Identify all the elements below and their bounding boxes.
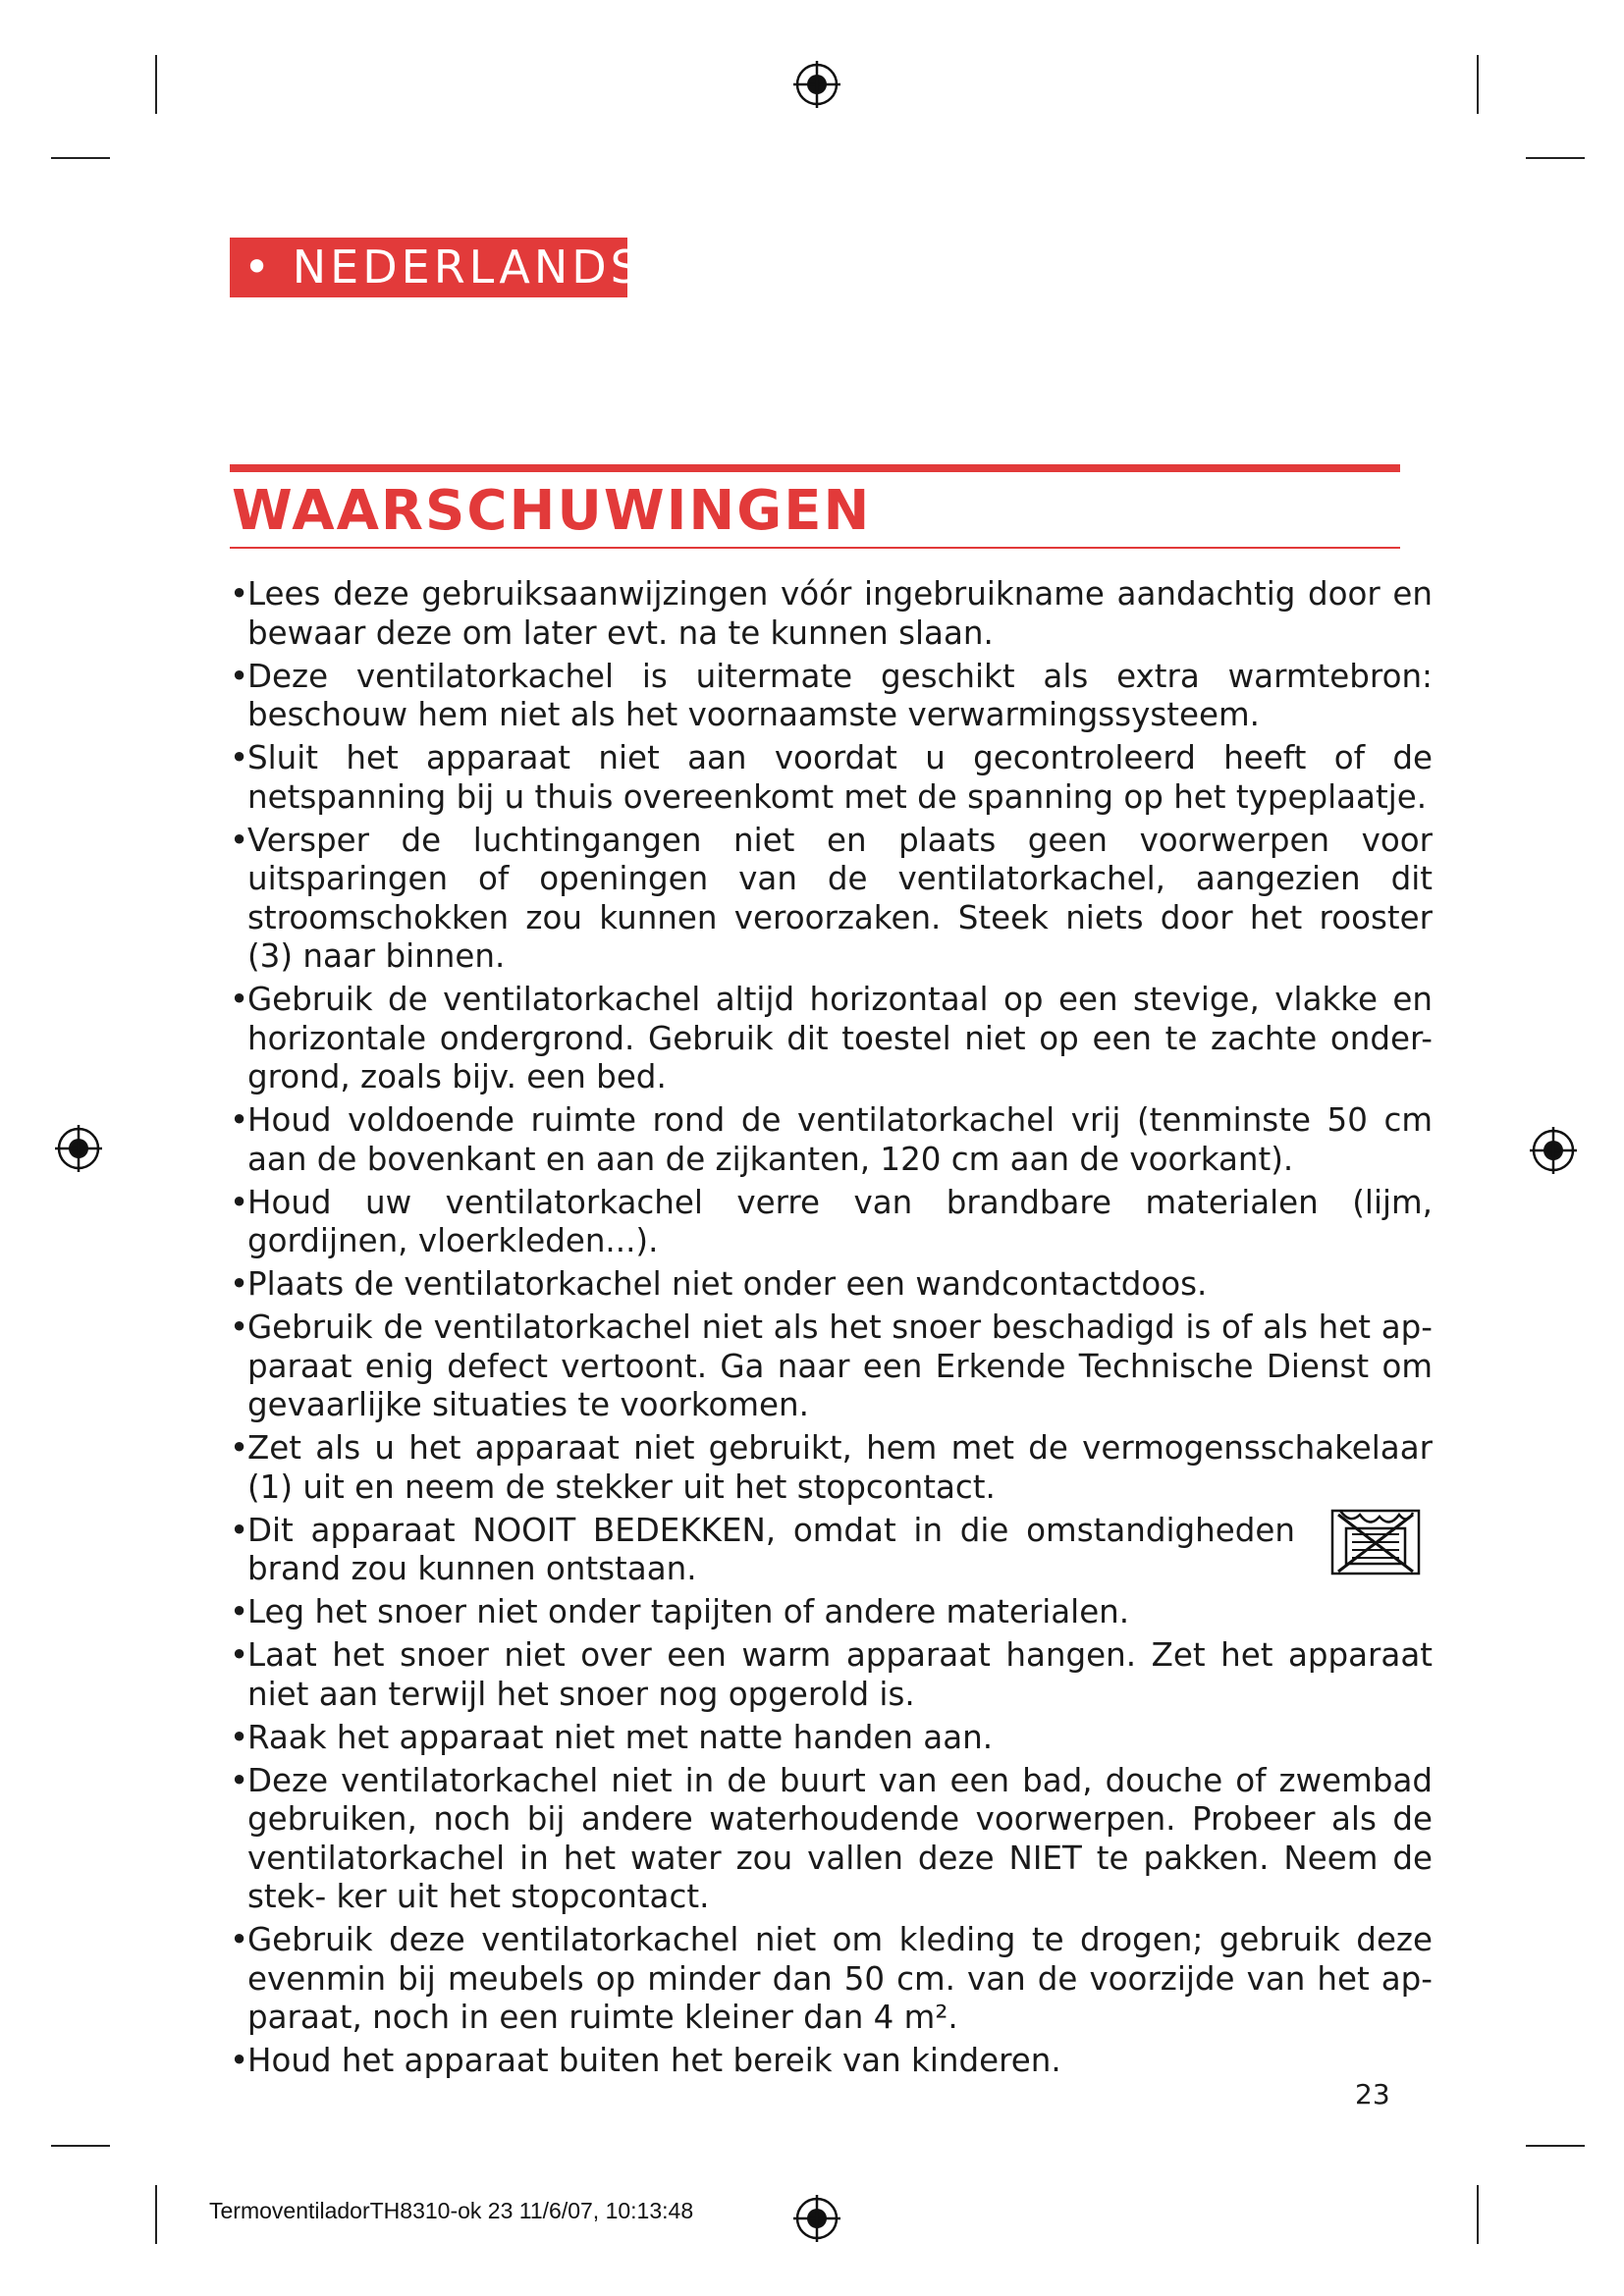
list-item: • Sluit het apparaat niet aan voordat u gecontroleerd heeft of de netspanning bij u thuis overeenkomt met de spanning op het typeplaatje. — [230, 739, 1433, 817]
list-item-text: Dit apparaat NOOIT BEDEKKEN, omdat in die omstandigheden brand zou kunnen ontstaan. — [247, 1511, 1295, 1587]
title-rule-top — [230, 464, 1400, 472]
registration-mark-icon — [791, 59, 842, 110]
crop-mark-left-top — [51, 157, 110, 159]
list-item: • Houd voldoende ruimte rond de ventilatorkachel vrij (tenminste 50 cm aan de bovenkant en aan de zijkanten, 120 cm aan de voorkant). — [230, 1101, 1433, 1179]
crop-mark-bottom-left — [155, 2185, 157, 2244]
list-item: • Gebruik deze ventilatorkachel niet om kleding te drogen; gebruik deze evenmin bij meubels op minder dan 50 cm. van de voorzijde van het ap- paraat, noch in een ruimte kleiner dan 4 m². — [230, 1921, 1433, 2038]
list-item: • Gebruik de ventilatorkachel niet als het snoer beschadigd is of als het ap- paraat enig defect vertoont. Ga naar een Erkende Technische Dienst om gevaarlijke situaties te voorkomen. — [230, 1308, 1433, 1425]
registration-mark-icon — [1528, 1125, 1579, 1176]
crop-mark-top-left — [155, 55, 157, 114]
crop-mark-bottom-right — [1477, 2185, 1479, 2244]
list-item: • Laat het snoer niet over een warm apparaat hangen. Zet het apparaat niet aan terwijl het snoer nog opgerold is. — [230, 1636, 1433, 1714]
list-item: • Gebruik de ventilatorkachel altijd horizontaal op een stevige, vlakke en horizontale ondergrond. Gebruik dit toestel niet op een te zachte onder- grond, zoals bijv. een bed. — [230, 981, 1433, 1097]
crop-mark-right-bottom — [1526, 2145, 1585, 2147]
crop-mark-top-right — [1477, 55, 1479, 114]
list-item: • Lees deze gebruiksaanwijzingen vóór ingebruikname aandachtig door en bewaar deze om later evt. na te kunnen slaan. — [230, 575, 1433, 653]
list-item: • Plaats de ventilatorkachel niet onder een wandcontactdoos. — [230, 1265, 1433, 1305]
list-item: • Leg het snoer niet onder tapijten of andere materialen. — [230, 1593, 1433, 1632]
list-item: • Versper de luchtingangen niet en plaats geen voorwerpen voor uitsparingen of openingen van de ventilatorkachel, aangezien dit stroomschokken zou kunnen veroorzaken. Steek niets door het rooster (3) naar binnen. — [230, 822, 1433, 977]
registration-mark-icon — [53, 1123, 104, 1174]
language-tab: • NEDERLANDS — [230, 238, 627, 297]
section-title: WAARSCHUWINGEN — [232, 479, 872, 543]
crop-mark-left-bottom — [51, 2145, 110, 2147]
list-item: • Houd het apparaat buiten het bereik van kinderen. — [230, 2042, 1433, 2081]
list-item: • Deze ventilatorkachel is uitermate geschikt als extra warmtebron: beschouw hem niet als het voornaamste verwarmingssysteem. — [230, 658, 1433, 735]
page-number: 23 — [1355, 2078, 1390, 2110]
print-slug: TermoventiladorTH8310-ok 23 11/6/07, 10:13:48 — [209, 2198, 694, 2223]
crop-mark-right-top — [1526, 157, 1585, 159]
warnings-list — [230, 575, 1433, 2085]
list-item: • Houd uw ventilatorkachel verre van brandbare materialen (lijm, gordijnen, vloerkleden...). — [230, 1184, 1433, 1261]
list-item: • Zet als u het apparaat niet gebruikt, hem met de vermogensschakelaar (1) uit en neem de stekker uit het stopcontact. — [230, 1429, 1433, 1507]
list-item: • Raak het apparaat niet met natte handen aan. — [230, 1719, 1433, 1758]
list-item: • Deze ventilatorkachel niet in de buurt van een bad, douche of zwembad gebruiken, noch bij andere waterhoudende voorwerpen. Probeer als de ventilatorkachel in het water zou vallen deze NIET te pakken. Neem de stek- ker uit het stopcontact. — [230, 1762, 1433, 1917]
registration-mark-icon — [791, 2193, 842, 2244]
do-not-cover-icon — [1330, 1505, 1421, 1579]
title-rule-bottom — [230, 547, 1400, 549]
list-item-do-not-cover — [230, 1512, 1433, 1589]
